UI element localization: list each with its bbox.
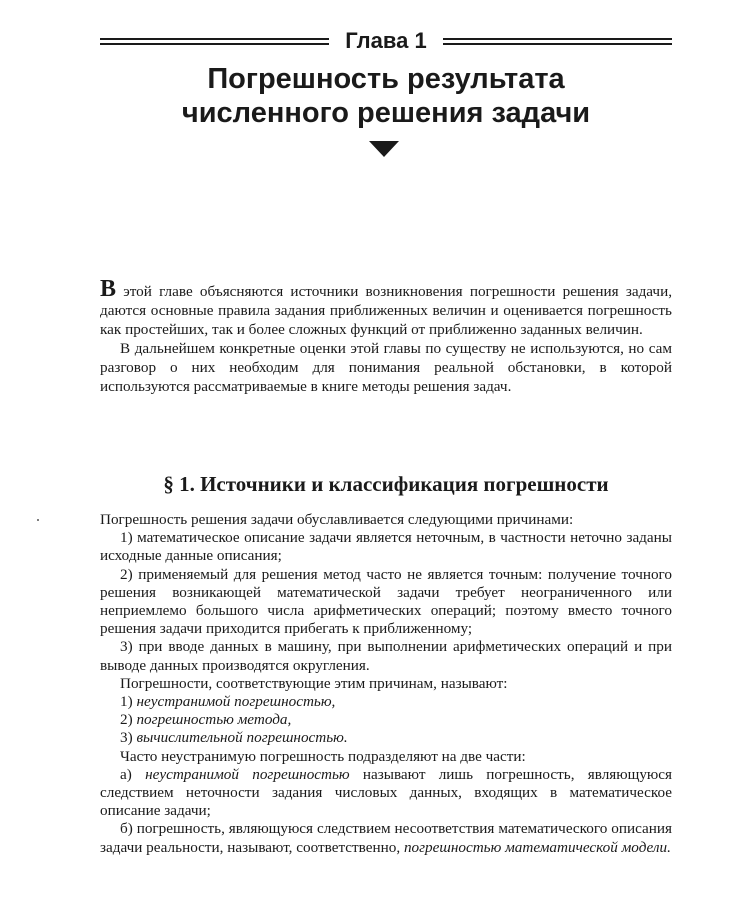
section-lead: Погрешность решения задачи обуславливается следующими причинами:	[100, 511, 574, 528]
names-lead: Погрешности, соответствующие этим причинам, называют:	[120, 674, 508, 692]
down-triangle-icon	[369, 141, 399, 157]
name-item-1-number: 1)	[120, 693, 137, 711]
part-a	[100, 766, 672, 821]
chapter-intro	[100, 276, 672, 396]
dropcap-letter: В	[100, 276, 117, 302]
part-a-prefix: а)	[120, 765, 146, 783]
name-item-1	[100, 693, 672, 711]
name-item-1-term: неустранимой погрешностью,	[136, 693, 336, 711]
intro-paragraph-1-text: этой главе объясняются источники возникновения погрешности решения задачи, даются основные правила задания приближенных величин и оценивается погрешность как простейших, так и более сложных функций от приближенно заданных величин.	[100, 283, 672, 338]
part-a-rest: называют лишь погрешность, являющуюся следствием неточности задания числовых данных, входящих в математическое описание задачи;	[100, 765, 672, 820]
part-b-text: б) погрешность, являющуюся следствием несоответствия математического описания задачи реальности, называют, соответственно,	[100, 820, 672, 856]
reason-item-1: 1) математическое описание задачи является неточным, в частности неточно заданы исходные данные описания;	[100, 529, 672, 565]
name-item-2	[100, 711, 672, 729]
chapter-title-line-2: численного решения задачи	[181, 97, 591, 129]
right-double-rule	[443, 37, 672, 45]
split-lead: Часто неустранимую погрешность подразделяют на две части:	[120, 747, 526, 765]
chapter-label: Глава 1	[345, 28, 427, 53]
intro-paragraph-2: В дальнейшем конкретные оценки этой главы по существу не используются, но сам разговор о них необходим для понимания реальной обстановки, в которой используются рассматриваемые в книге методы решения задач.	[100, 340, 672, 395]
name-item-3	[100, 729, 672, 747]
scan-speck	[37, 519, 39, 521]
section-title: § 1. Источники и классификация погрешности	[163, 472, 609, 496]
intro-paragraph-1	[100, 276, 672, 339]
part-a-term: неустранимой погрешностью	[145, 765, 350, 783]
part-b-term: погрешностью математической модели.	[403, 838, 671, 856]
name-item-3-term: вычислительной погрешностью.	[136, 729, 348, 747]
reason-item-3: 3) при вводе данных в машину, при выполнении арифметических операций и при выводе данных производятся округления.	[100, 638, 672, 674]
reason-item-2: 2) применяемый для решения метод часто не является точным: получение точного решения возникающей математической задачи требует неограниченного или неприемлемо большого числа арифметических операций; поэтому вместо точного решения задачи приходится прибегать к приближенному;	[100, 565, 672, 638]
part-b	[100, 820, 672, 856]
name-item-2-term: погрешностью метода,	[136, 711, 292, 729]
name-item-2-number: 2)	[120, 711, 137, 729]
section-body	[100, 511, 672, 857]
left-double-rule	[100, 37, 329, 45]
name-item-3-number: 3)	[120, 729, 137, 747]
chapter-header	[100, 28, 672, 54]
chapter-title-line-1: Погрешность результата	[207, 63, 565, 95]
chapter-title	[100, 62, 672, 130]
